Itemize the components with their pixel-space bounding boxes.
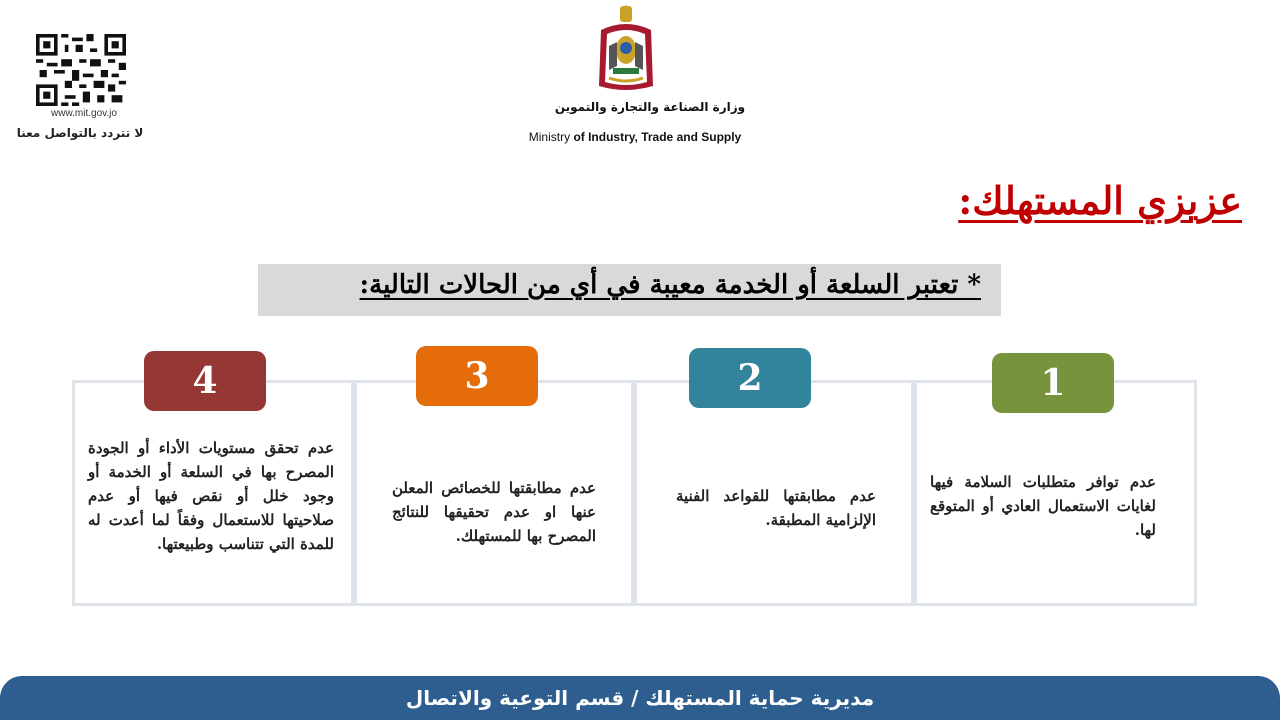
case-number-badge-4: 4 (144, 351, 266, 411)
case-text-2: عدم مطابقتها للقواعد الفنية الإلزامية المطبقة. (676, 487, 876, 529)
footer-bar (0, 676, 1280, 720)
ministry-en-rest: of Industry, Trade and Supply (573, 130, 742, 144)
subheading-box (258, 264, 1001, 316)
contact-text: لا تتردد بالتواصل معنا (16, 126, 144, 140)
ministry-name-english (450, 130, 820, 144)
qr-code-icon (36, 34, 126, 106)
case-text-1: عدم توافر متطلبات السلامة فيها لغايات الاستعمال العادي أو المتوقع لها. (930, 473, 1156, 539)
subheading: * تعتبر السلعة أو الخدمة معيبة في أي من الحالات التالية: (359, 270, 981, 300)
case-text-4: عدم تحقق مستويات الأداء أو الجودة المصرح بها في السلعة أو الخدمة أو وجود خلل أو نقص فيها أو عدم صلاحيتها للاستعمال وفقاً لما أعدت له للمدة التي تتناسب وطبيعتها. (88, 439, 334, 553)
case-number-badge-1: 1 (992, 353, 1114, 413)
footer-text: مديرية حماية المستهلك / قسم التوعية والاتصال (405, 686, 875, 710)
page-title: عزيزي المستهلك: (958, 178, 1242, 223)
case-text-3: عدم مطابقتها للخصائص المعلن عنها او عدم تحقيقها للنتائج المصرح بها للمستهلك. (392, 479, 596, 545)
ministry-name-arabic: وزارة الصناعة والتجارة والتموين (554, 100, 746, 114)
ministry-en-prefix: Ministry (528, 130, 574, 144)
jordan-coat-of-arms-icon (595, 4, 657, 96)
website-url[interactable]: www.mit.gov.jo (51, 108, 117, 119)
case-number-badge-3: 3 (416, 346, 538, 406)
case-number-badge-2: 2 (689, 348, 811, 408)
